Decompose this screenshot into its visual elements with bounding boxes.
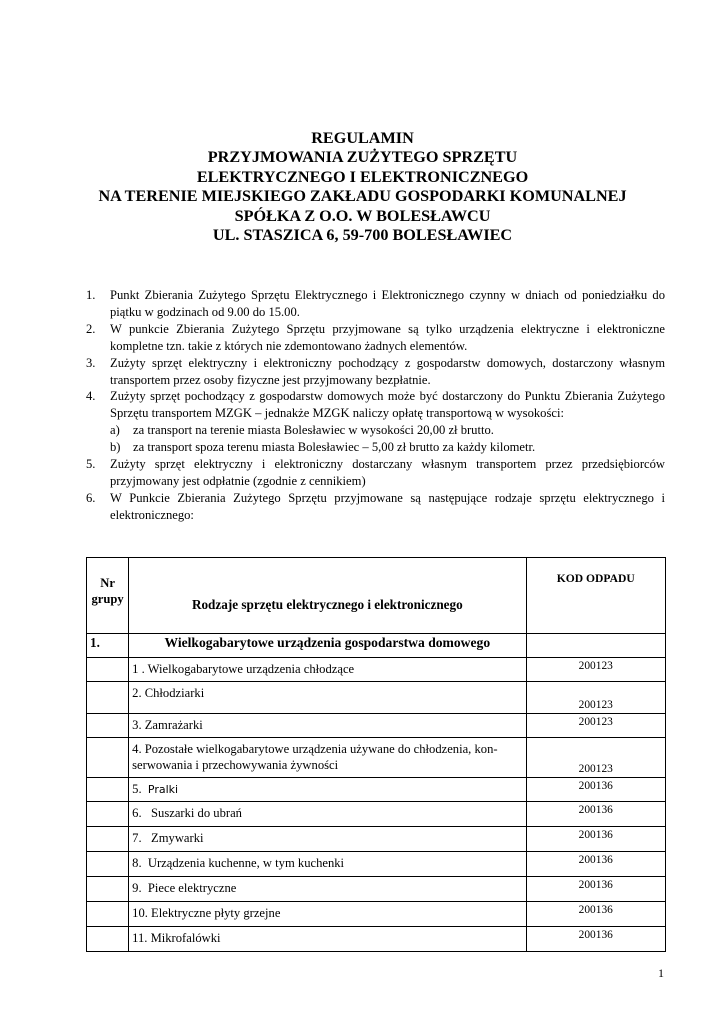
rule-item bbox=[87, 388, 665, 456]
title-line: ELEKTRYCZNEGO I ELEKTRONICZNEGO bbox=[196, 167, 529, 186]
equipment-name: 8. Urządzenia kuchenne, w tym kuchenki bbox=[129, 852, 526, 877]
rule-number: 2. bbox=[86, 321, 96, 336]
header-grupy-label: grupy bbox=[91, 592, 124, 606]
waste-code: 200136 bbox=[526, 877, 666, 902]
equipment-name: 2. Chłodziarki bbox=[129, 682, 526, 714]
rule-item bbox=[87, 355, 665, 389]
equipment-name-line: serwowania i przechowywania żywności bbox=[132, 758, 339, 772]
rule-item bbox=[87, 321, 665, 355]
table-row bbox=[87, 738, 666, 778]
rule-text: kompletne tzn. takie z których nie zdemontowano żadnych elementów. bbox=[110, 338, 468, 353]
rule-number: 4. bbox=[86, 389, 96, 404]
rule-text: W punkcie Zbierania Zużytego Sprzętu przyjmowane są tylko urządzenia elektryczne i elektroniczne bbox=[110, 321, 665, 336]
rule-number: 3. bbox=[86, 355, 96, 370]
rule-subitem bbox=[110, 422, 665, 439]
waste-code: 200123 bbox=[526, 682, 666, 714]
rule-number: 6. bbox=[86, 490, 96, 505]
equipment-name: 1 . Wielkogabarytowe urządzenia chłodzące bbox=[129, 658, 526, 682]
row-empty-cell bbox=[87, 738, 129, 778]
rule-text: transportem przez osoby fizyczne jest przyjmowany bezpłatnie. bbox=[110, 372, 431, 387]
waste-code: 200123 bbox=[526, 658, 666, 682]
equipment-name: 3. Zamrażarki bbox=[129, 714, 526, 738]
waste-code: 200136 bbox=[526, 927, 666, 952]
group-number: 1. bbox=[87, 634, 129, 658]
header-waste-code: KOD ODPADU bbox=[526, 558, 666, 634]
table-header-row bbox=[87, 558, 666, 634]
equipment-name bbox=[129, 738, 526, 778]
equipment-name-line: 4. Pozostałe wielkogabarytowe urządzenia używane do chłodzenia, kon- bbox=[132, 742, 498, 756]
row-empty-cell bbox=[87, 927, 129, 952]
rule-text: Sprzętu transportem MZGK – jednakże MZGK naliczy opłatę transportową w wysokości: bbox=[110, 406, 564, 421]
equipment-name bbox=[129, 778, 526, 802]
table-row bbox=[87, 658, 666, 682]
rule-text: elektronicznego: bbox=[110, 507, 194, 522]
equipment-name: 10. Elektryczne płyty grzejne bbox=[129, 902, 526, 927]
item-number: 5. bbox=[132, 782, 148, 796]
subitem-letter: b) bbox=[110, 440, 121, 455]
table-row bbox=[87, 852, 666, 877]
page-number: 1 bbox=[658, 966, 664, 980]
rule-number: 5. bbox=[86, 457, 96, 472]
rule-item bbox=[87, 456, 665, 490]
waste-code: 200123 bbox=[526, 738, 666, 778]
row-empty-cell bbox=[87, 852, 129, 877]
title-line: UL. STASZICA 6, 59-700 BOLESŁAWIEC bbox=[212, 226, 513, 245]
table-row bbox=[87, 877, 666, 902]
rule-text: przyjmowany jest odpłatnie (zgodnie z cennikiem) bbox=[110, 473, 366, 488]
row-empty-cell bbox=[87, 802, 129, 827]
title-line: NA TERENIE MIEJSKIEGO ZAKŁADU GOSPODARKI KOMUNALNEJ bbox=[98, 187, 627, 206]
table-row bbox=[87, 927, 666, 952]
row-empty-cell bbox=[87, 827, 129, 852]
table-row bbox=[87, 827, 666, 852]
equipment-name: 6. Suszarki do ubrań bbox=[129, 802, 526, 827]
waste-code: 200123 bbox=[526, 714, 666, 738]
header-group-number bbox=[87, 558, 129, 634]
row-empty-cell bbox=[87, 714, 129, 738]
rule-item bbox=[87, 287, 665, 321]
table-group-row bbox=[87, 634, 666, 658]
rules-list bbox=[87, 287, 665, 524]
row-empty-cell bbox=[87, 877, 129, 902]
title-line: REGULAMIN bbox=[311, 129, 414, 147]
rule-number: 1. bbox=[86, 288, 96, 302]
rule-text: Punkt Zbierania Zużytego Sprzętu Elektrycznego i Elektronicznego czynny w dniach od poniedziałku do bbox=[110, 288, 665, 302]
rule-item bbox=[87, 490, 665, 524]
rule-text: Zużyty sprzęt elektryczny i elektroniczny pochodzący z gospodarstw domowych, dostarczony własnym bbox=[110, 355, 665, 370]
header-nr-label: Nr bbox=[100, 576, 115, 590]
table-row bbox=[87, 802, 666, 827]
subitem-letter: a) bbox=[110, 423, 120, 438]
title-line: SPÓŁKA Z O.O. W BOLESŁAWCU bbox=[234, 206, 491, 225]
row-empty-cell bbox=[87, 778, 129, 802]
waste-code: 200136 bbox=[526, 778, 666, 802]
table-row bbox=[87, 682, 666, 714]
waste-codes-table bbox=[86, 557, 666, 952]
equipment-name: 7. Zmywarki bbox=[129, 827, 526, 852]
equipment-name: 11. Mikrofalówki bbox=[129, 927, 526, 952]
item-label: Pralki bbox=[147, 783, 179, 796]
subitem-text: za transport spoza terenu miasta Bolesławiec – 5,00 zł brutto za każdy kilometr. bbox=[133, 440, 536, 455]
table-row bbox=[87, 902, 666, 927]
waste-code: 200136 bbox=[526, 802, 666, 827]
rule-text: Zużyty sprzęt pochodzący z gospodarstw domowych może być dostarczony do Punktu Zbierania Zużytego bbox=[110, 389, 665, 404]
rule-text: piątku w godzinach od 9.00 do 15.00. bbox=[110, 304, 300, 319]
group-name: Wielkogabarytowe urządzenia gospodarstwa domowego bbox=[129, 634, 526, 658]
subitem-text: za transport na terenie miasta Bolesławiec w wysokości 20,00 zł brutto. bbox=[133, 423, 494, 438]
header-equipment-type: Rodzaje sprzętu elektrycznego i elektronicznego bbox=[129, 558, 526, 634]
row-empty-cell bbox=[87, 682, 129, 714]
waste-code: 200136 bbox=[526, 902, 666, 927]
rule-text: Zużyty sprzęt elektryczny i elektroniczny dostarczany własnym transportem przez przedsiębiorców bbox=[110, 457, 665, 472]
rule-subitem bbox=[110, 439, 665, 456]
rule-text: W Punkcie Zbierania Zużytego Sprzętu przyjmowane są następujące rodzaje sprzętu elektrycznego i bbox=[110, 490, 665, 505]
table-row bbox=[87, 778, 666, 802]
group-code bbox=[526, 634, 666, 658]
table-row bbox=[87, 714, 666, 738]
row-empty-cell bbox=[87, 658, 129, 682]
title-line: PRZYJMOWANIA ZUŻYTEGO SPRZĘTU bbox=[207, 148, 518, 167]
waste-code: 200136 bbox=[526, 852, 666, 877]
row-empty-cell bbox=[87, 902, 129, 927]
waste-code: 200136 bbox=[526, 827, 666, 852]
equipment-name: 9. Piece elektryczne bbox=[129, 877, 526, 902]
document-title bbox=[0, 129, 725, 245]
